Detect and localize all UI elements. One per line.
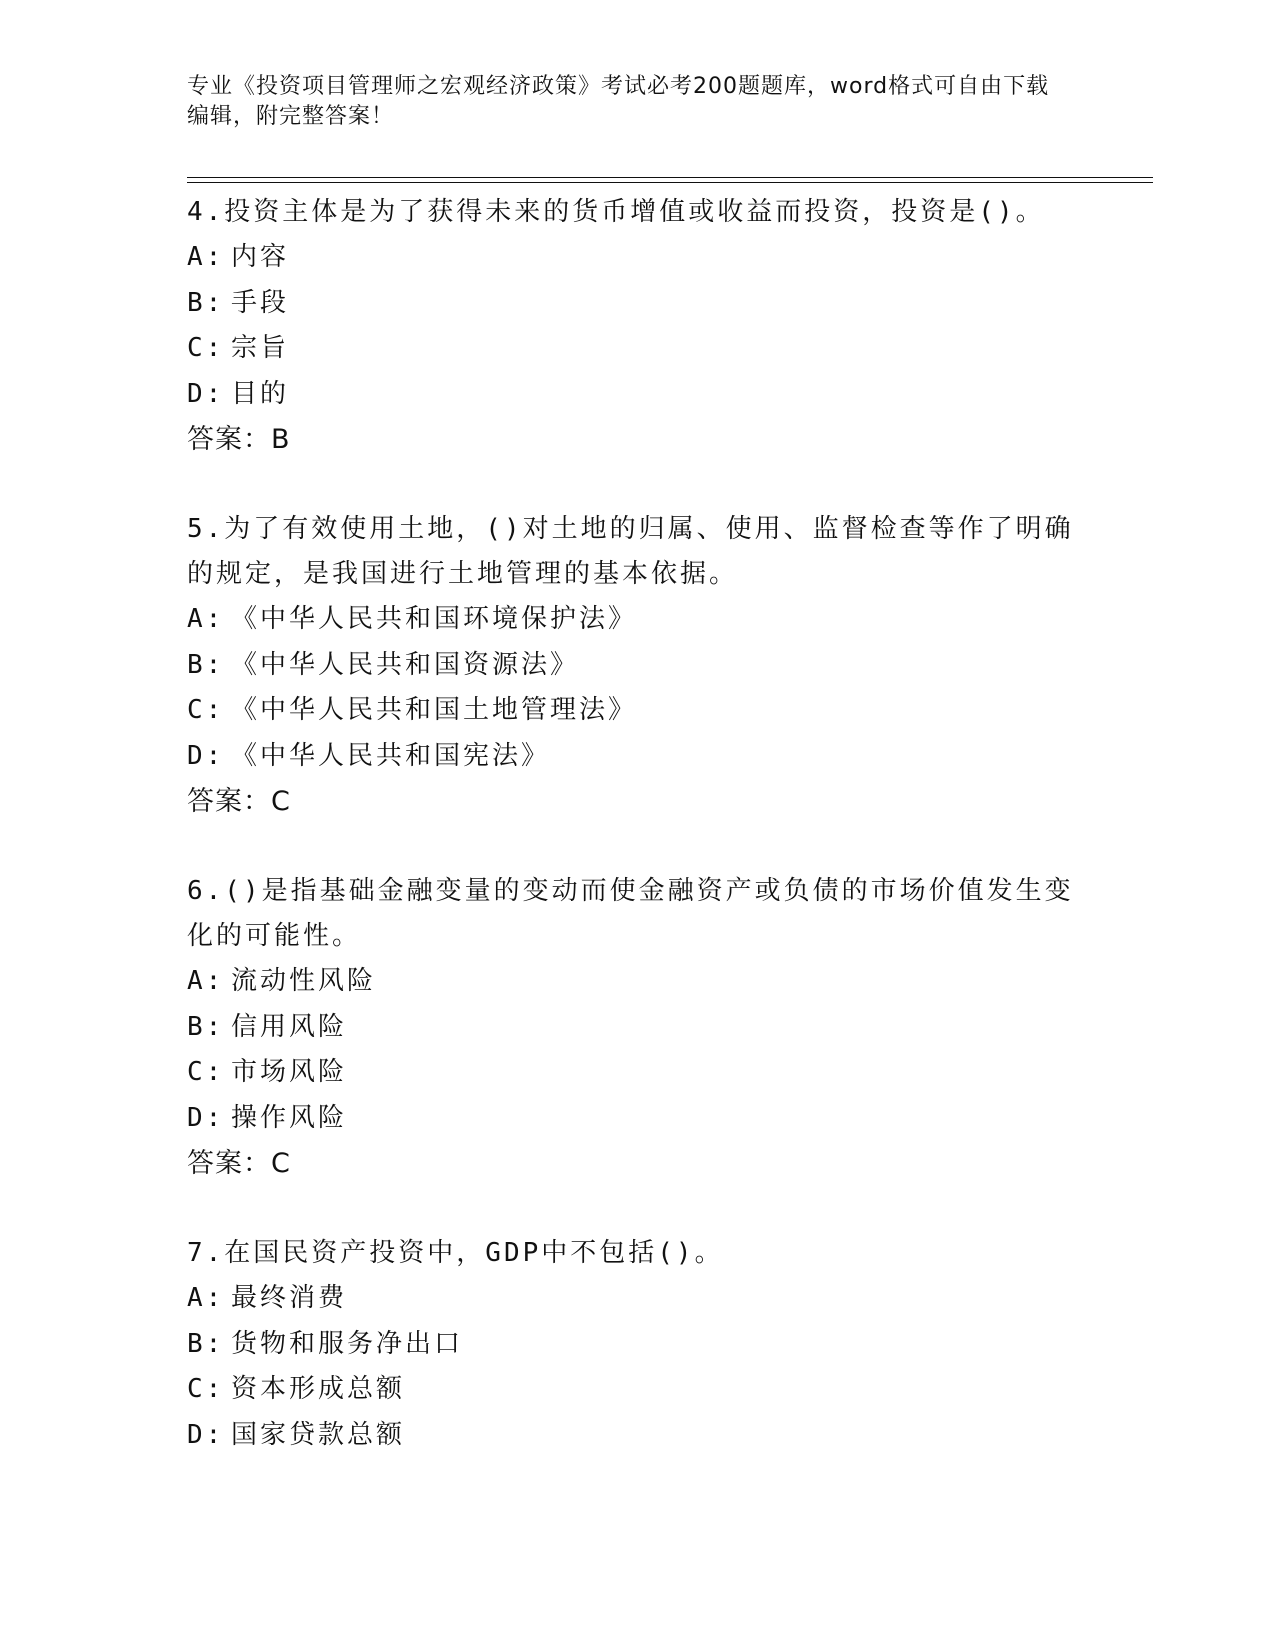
option-letter: A: bbox=[187, 966, 225, 996]
question-7 bbox=[187, 1231, 1087, 1458]
option-b bbox=[187, 1322, 1087, 1368]
option-text: 信用风险 bbox=[231, 1011, 348, 1042]
option-letter: D: bbox=[187, 1102, 225, 1133]
option-c bbox=[187, 326, 1087, 372]
option-letter: C: bbox=[187, 695, 225, 725]
question-6 bbox=[187, 869, 1087, 1187]
question-text: 4.投资主体是为了获得未来的货币增值或收益而投资，投资是()。 bbox=[187, 197, 1045, 227]
option-text: 《中华人民共和国宪法》 bbox=[231, 740, 551, 771]
option-text: 《中华人民共和国土地管理法》 bbox=[231, 695, 638, 725]
option-text: 流动性风险 bbox=[231, 966, 377, 996]
option-b bbox=[187, 643, 1087, 689]
header-divider-bottom bbox=[187, 182, 1153, 183]
question-list bbox=[187, 190, 1087, 1502]
option-letter: B: bbox=[187, 1011, 225, 1042]
question-text: 6.()是指基础金融变量的变动而使金融资产或负债的市场价值发生变化的可能性。 bbox=[187, 876, 1074, 951]
option-a bbox=[187, 1276, 1087, 1322]
header-divider-top bbox=[187, 177, 1153, 178]
option-text: 国家贷款总额 bbox=[231, 1419, 406, 1450]
document-header: 专业《投资项目管理师之宏观经济政策》考试必考200题题库，word格式可自由下载编辑，附完整答案！ bbox=[187, 74, 1050, 129]
option-b bbox=[187, 1005, 1087, 1051]
option-b bbox=[187, 281, 1087, 327]
option-letter: A: bbox=[187, 242, 225, 272]
option-d bbox=[187, 734, 1087, 780]
option-d bbox=[187, 1096, 1087, 1142]
option-d bbox=[187, 1413, 1087, 1459]
option-a bbox=[187, 959, 1087, 1005]
option-text: 内容 bbox=[231, 242, 290, 272]
question-4 bbox=[187, 190, 1087, 463]
option-c bbox=[187, 1367, 1087, 1413]
option-text: 货物和服务净出口 bbox=[231, 1328, 464, 1359]
answer-line: 答案：C bbox=[187, 1148, 291, 1179]
option-letter: D: bbox=[187, 740, 225, 771]
option-d bbox=[187, 372, 1087, 418]
option-letter: C: bbox=[187, 333, 225, 363]
option-c bbox=[187, 1050, 1087, 1096]
option-letter: C: bbox=[187, 1374, 225, 1404]
option-letter: B: bbox=[187, 287, 225, 318]
option-letter: A: bbox=[187, 1283, 225, 1313]
option-text: 资本形成总额 bbox=[231, 1374, 406, 1404]
option-a bbox=[187, 235, 1087, 281]
option-text: 宗旨 bbox=[231, 333, 290, 363]
option-a bbox=[187, 597, 1087, 643]
answer-line: 答案：B bbox=[187, 424, 291, 455]
answer-line: 答案：C bbox=[187, 786, 291, 817]
option-text: 操作风险 bbox=[231, 1102, 348, 1133]
option-letter: D: bbox=[187, 378, 225, 409]
option-letter: C: bbox=[187, 1057, 225, 1087]
option-letter: B: bbox=[187, 1328, 225, 1359]
option-letter: D: bbox=[187, 1419, 225, 1450]
option-text: 手段 bbox=[231, 287, 290, 318]
option-letter: A: bbox=[187, 604, 225, 634]
question-text: 7.在国民资产投资中，GDP中不包括()。 bbox=[187, 1238, 724, 1268]
option-text: 目的 bbox=[231, 378, 290, 409]
option-c bbox=[187, 688, 1087, 734]
option-text: 市场风险 bbox=[231, 1057, 348, 1087]
option-letter: B: bbox=[187, 649, 225, 680]
option-text: 《中华人民共和国资源法》 bbox=[231, 649, 580, 680]
question-5 bbox=[187, 507, 1087, 825]
question-text: 5.为了有效使用土地，()对土地的归属、使用、监督检查等作了明确的规定，是我国进行土地管理的基本依据。 bbox=[187, 514, 1074, 589]
option-text: 《中华人民共和国环境保护法》 bbox=[231, 604, 638, 634]
option-text: 最终消费 bbox=[231, 1283, 348, 1313]
